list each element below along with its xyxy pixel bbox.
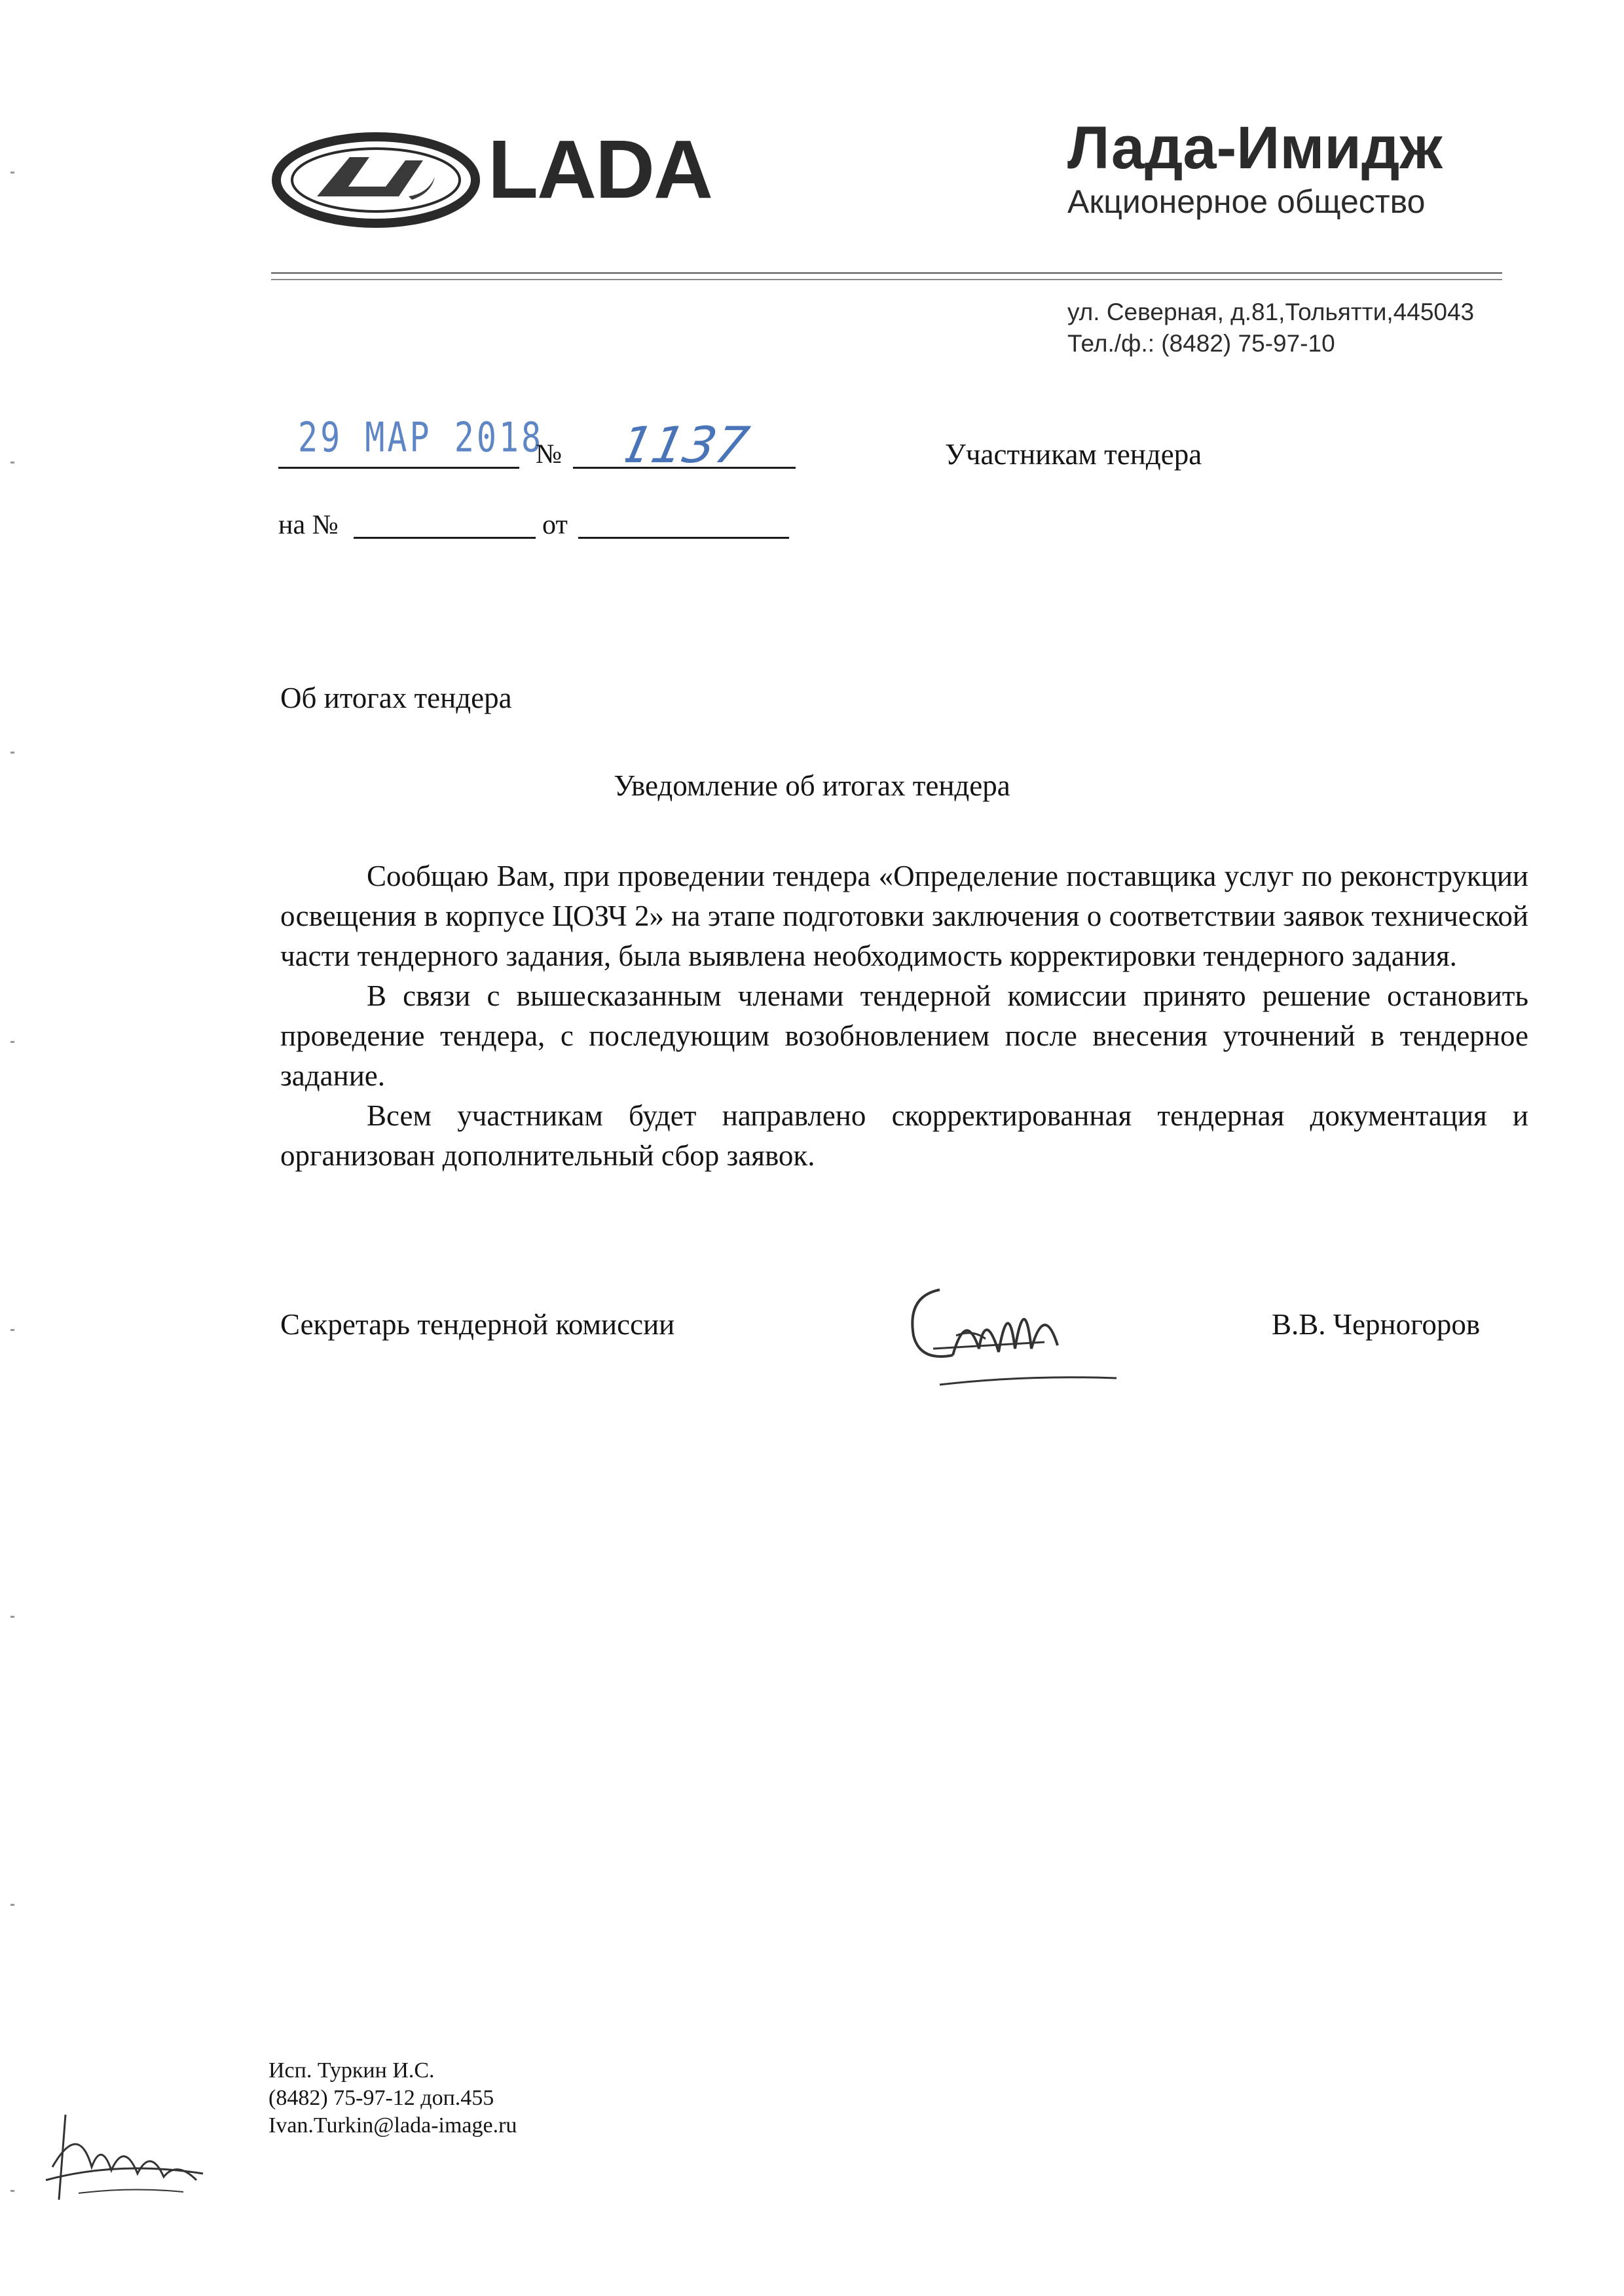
signatory-title: Секретарь тендерной комиссии	[280, 1308, 675, 1341]
scan-mark	[10, 1041, 14, 1043]
executor-info	[268, 2057, 517, 2140]
date-field-line	[278, 467, 519, 469]
handwritten-number-icon	[625, 411, 763, 470]
scan-mark	[10, 172, 14, 173]
signatory-name: В.В. Черногоров	[1272, 1308, 1481, 1341]
body-paragraph: Всем участникам будет направлено скорректированная тендерная документация и организован дополнительный сбор заявок.	[280, 1099, 1528, 1172]
header-divider	[271, 272, 1502, 280]
outgoing-number-handwritten	[625, 411, 763, 473]
reference-number-line	[354, 537, 536, 539]
executor-phone: (8482) 75-97-12 доп.455	[268, 2086, 494, 2110]
letter-body	[280, 856, 1528, 1176]
executor-name: Исп. Туркин И.С.	[268, 2058, 435, 2083]
company-type: Акционерное общество	[1067, 183, 1426, 220]
lada-logo-text: LADA	[488, 123, 712, 215]
handwritten-signature-icon	[894, 1270, 1143, 1404]
body-paragraph: В связи с вышесказанным членами тендерной комиссии принято решение остановить проведение тендера, с последующим возобновлением после внесения уточнений в тендерное задание.	[280, 979, 1528, 1092]
scan-mark	[10, 1329, 14, 1331]
number-label: №	[536, 439, 563, 469]
body-paragraph: Сообщаю Вам, при проведении тендера «Определение поставщика услуг по реконструкции освещения в корпусе ЦОЗЧ 2» на этапе подготовки заключения о соответствии заявок технической части тендерного задания, была выявлена необходимость корректировки тендерного задания.	[280, 860, 1528, 972]
scan-mark	[10, 1616, 14, 1618]
company-phone: Тел./ф.: (8482) 75-97-10	[1067, 330, 1335, 357]
reference-date-line	[578, 537, 789, 539]
scan-mark	[10, 752, 14, 754]
addressee: Участникам тендера	[945, 438, 1202, 471]
reference-date-label: от	[542, 510, 568, 540]
reference-number-label: на №	[278, 510, 339, 540]
date-stamp: 29 МАР 2018	[298, 414, 544, 462]
company-address: ул. Северная, д.81,Тольятти,445043	[1067, 299, 1475, 325]
company-name: Лада-Имидж	[1067, 115, 1443, 181]
svg-text:1137: 1137	[625, 416, 754, 470]
scan-mark	[10, 2190, 14, 2192]
scan-mark	[10, 462, 14, 464]
notice-title: Уведомление об итогах тендера	[614, 769, 1010, 802]
executor-email[interactable]: Ivan.Turkin@lada-image.ru	[268, 2113, 517, 2138]
scan-mark	[10, 1904, 14, 1906]
letter-subject: Об итогах тендера	[280, 682, 512, 714]
lada-emblem-icon	[271, 131, 481, 232]
executor-signature-icon	[39, 2108, 210, 2216]
